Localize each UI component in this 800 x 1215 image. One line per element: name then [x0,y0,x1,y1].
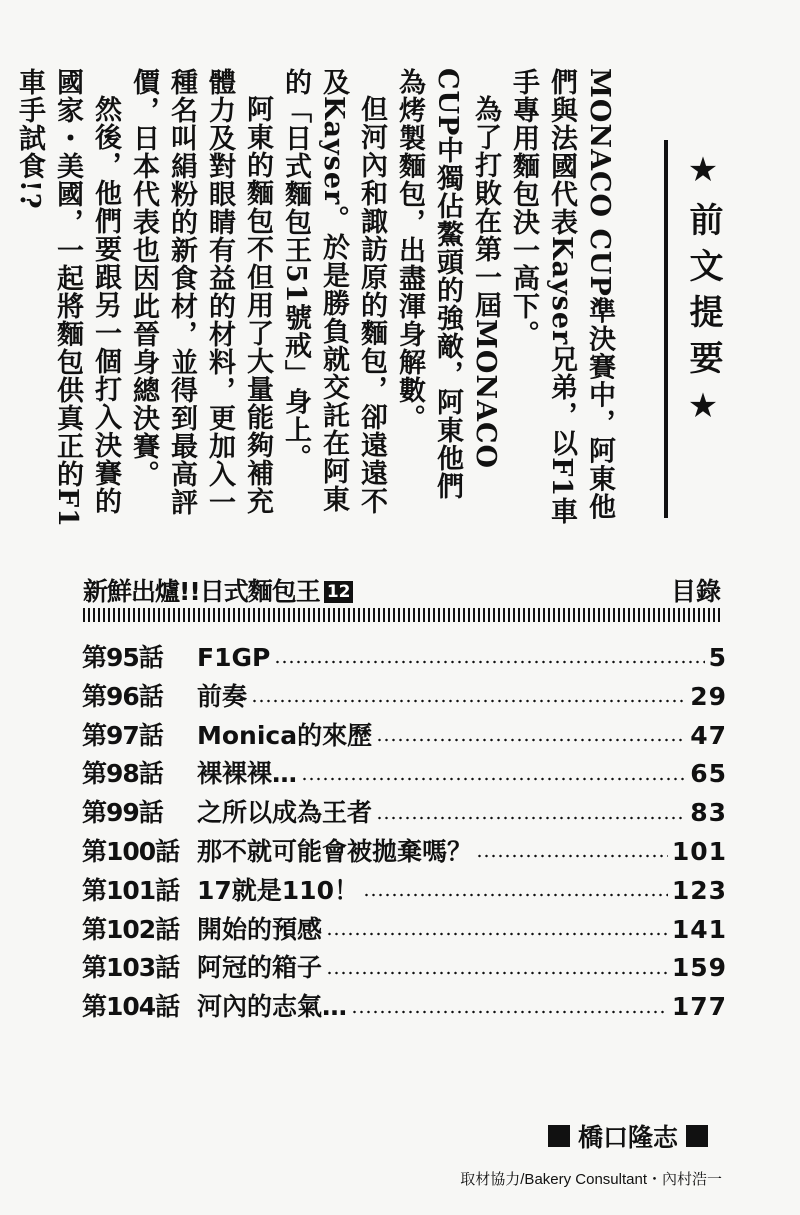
page-number: 47 [690,720,727,750]
chapter-number: 第98話 [82,759,163,789]
chapter-title: F1GP [197,643,271,672]
toc-entry[interactable] [82,987,727,1026]
chapter-number: 第103話 [82,953,180,983]
page-number: 101 [671,836,727,866]
consultant-credit: 取材協力/Bakery Consultant・內村浩一 [460,1171,722,1188]
synopsis-paragraph: 為了打敗在第一屆MONACO CUP中獨佔鰲頭的強敵，阿東他們為烤製麵包，出盡渾身解數。 [394,68,501,501]
toc-entry[interactable] [82,716,727,755]
page-number: 65 [690,759,727,789]
chapter-title: 阿冠的箱子 [197,953,323,983]
synopsis-heading: ★前文提要★ [683,150,723,438]
toc-header [83,572,723,606]
toc-entry[interactable] [82,677,727,716]
dot-leader [351,1010,668,1014]
synopsis-text [14,68,618,528]
striped-divider [83,608,723,622]
chapter-number: 第101話 [82,875,180,905]
dot-leader [376,738,686,742]
author-block [548,1118,708,1154]
chapter-title: 那不就可能會被拋棄嗎？ [197,836,473,866]
toc-entry[interactable] [82,754,727,793]
chapter-number: 第95話 [82,643,163,672]
chapter-title: 開始的預感 [197,914,323,944]
toc-entry[interactable] [82,832,727,871]
page-number: 123 [671,875,727,905]
synopsis-paragraph: 然後，他們要跟另一個打入決賽的國家・美國，一起將麵包供真正的F1車手試食!? [14,68,121,528]
dot-leader [326,971,668,975]
volume-badge: 12 [324,581,354,603]
page-number: 141 [671,914,727,944]
toc-entry[interactable] [82,638,727,677]
chapter-number: 第102話 [82,914,180,944]
author-name: 橋口隆志 [578,1123,679,1152]
toc-label: 目錄 [670,577,721,606]
book-title [83,572,353,608]
dot-leader [251,699,686,703]
black-square-icon [686,1125,708,1147]
black-square-icon [548,1125,570,1147]
page-number: 5 [708,643,727,672]
chapter-title: 前奏 [197,681,248,711]
book-title-text: 新鮮出爐!!日式麵包王 [83,577,320,606]
dot-leader [326,932,668,936]
chapter-title: 之所以成為王者 [197,798,373,828]
chapter-number: 第100話 [82,836,180,866]
dot-leader [274,660,704,664]
toc-entry[interactable] [82,948,727,987]
synopsis-paragraph: MONACO CUP準決賽中，阿東他們與法國代表Kayser兄弟，以F1車手專用麵包決一高下。 [508,68,615,526]
dot-leader [363,893,668,897]
chapter-title: 17就是110！ [197,875,359,905]
synopsis-paragraph: 但河內和諏訪原的麵包，卻遠遠不及Kayser。於是勝負就交託在阿東的「日式麵包王51號戒」身上。 [280,68,387,515]
chapter-number: 第96話 [82,681,163,711]
dot-leader [476,854,668,858]
dot-leader [376,816,686,820]
chapter-title: Monica的來歷 [197,720,373,750]
toc-entry[interactable] [82,910,727,949]
page-number: 159 [671,953,727,983]
chapter-title: 河內的志氣… [197,992,348,1022]
toc-entry[interactable] [82,871,727,910]
chapter-number: 第97話 [82,720,163,750]
toc-list [82,638,727,1026]
page-number: 29 [690,681,727,711]
dot-leader [301,777,686,781]
chapter-number: 第104話 [82,992,180,1022]
chapter-title: 裸裸裸… [197,759,298,789]
page-number: 177 [671,992,727,1022]
page-number: 83 [690,798,727,828]
chapter-number: 第99話 [82,798,163,828]
synopsis-paragraph: 阿東的麵包不但用了大量能夠補充體力及對眼睛有益的材料，更加入一種名叫絹粉的新食材，並得到最高評價，日本代表也因此晉身總決賽。 [128,68,273,516]
toc-entry[interactable] [82,793,727,832]
